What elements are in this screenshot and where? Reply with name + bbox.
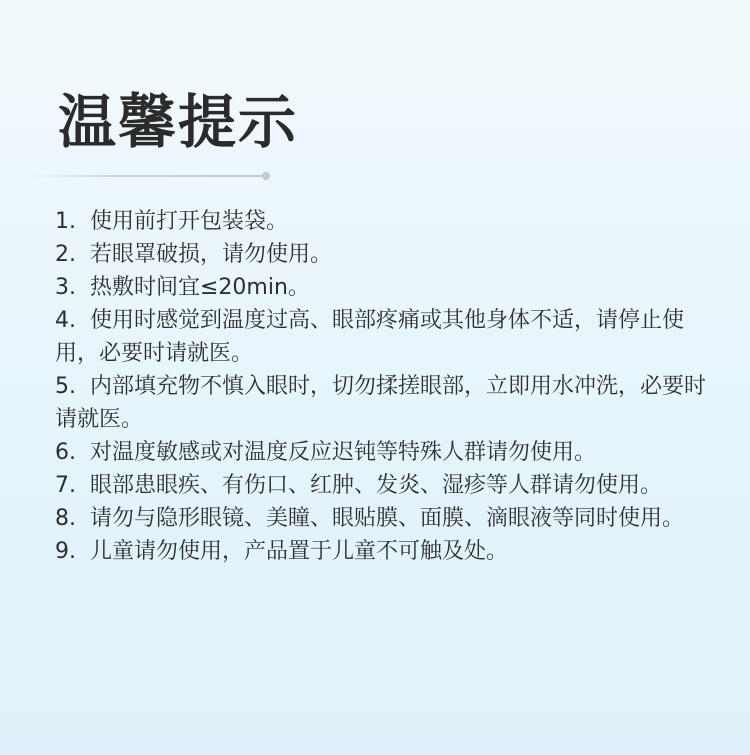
tip-text: 热敷时间宜≤20min。 [90, 275, 310, 300]
tip-item-8 [55, 502, 725, 535]
tip-text: 儿童请勿使用，产品置于儿童不可触及处。 [90, 539, 509, 564]
tip-item-2 [55, 238, 725, 271]
tip-number: 5. [55, 374, 76, 399]
tip-text: 若眼罩破损，请勿使用。 [90, 242, 333, 267]
tip-number: 1. [55, 209, 76, 234]
tip-item-7 [55, 469, 725, 502]
tips-list [55, 205, 725, 568]
tip-text: 请勿与隐形眼镜、美瞳、眼贴膜、面膜、滴眼液等同时使用。 [90, 506, 685, 531]
tip-number: 6. [55, 440, 76, 465]
tip-text: 内部填充物不慎入眼时，切勿揉搓眼部，立即用水冲洗，必要时请就医。 [55, 374, 707, 432]
tip-text: 对温度敏感或对温度反应迟钝等特殊人群请勿使用。 [90, 440, 597, 465]
tip-number: 3. [55, 275, 76, 300]
page-title: 温馨提示 [58, 88, 299, 156]
tip-item-9 [55, 535, 725, 568]
tip-number: 9. [55, 539, 76, 564]
title-divider [30, 175, 266, 177]
tip-text: 使用前打开包装袋。 [90, 209, 289, 234]
tip-item-1 [55, 205, 725, 238]
tip-number: 7. [55, 473, 76, 498]
tip-item-3 [55, 271, 725, 304]
tip-text: 眼部患眼疾、有伤口、红肿、发炎、湿疹等人群请勿使用。 [90, 473, 663, 498]
tip-item-6 [55, 436, 725, 469]
tip-number: 4. [55, 308, 76, 333]
tip-item-5 [55, 370, 725, 436]
tip-item-4 [55, 304, 725, 370]
divider-dot [262, 172, 270, 180]
tip-number: 8. [55, 506, 76, 531]
tip-number: 2. [55, 242, 76, 267]
tip-text: 使用时感觉到温度过高、眼部疼痛或其他身体不适，请停止使用，必要时请就医。 [55, 308, 685, 366]
